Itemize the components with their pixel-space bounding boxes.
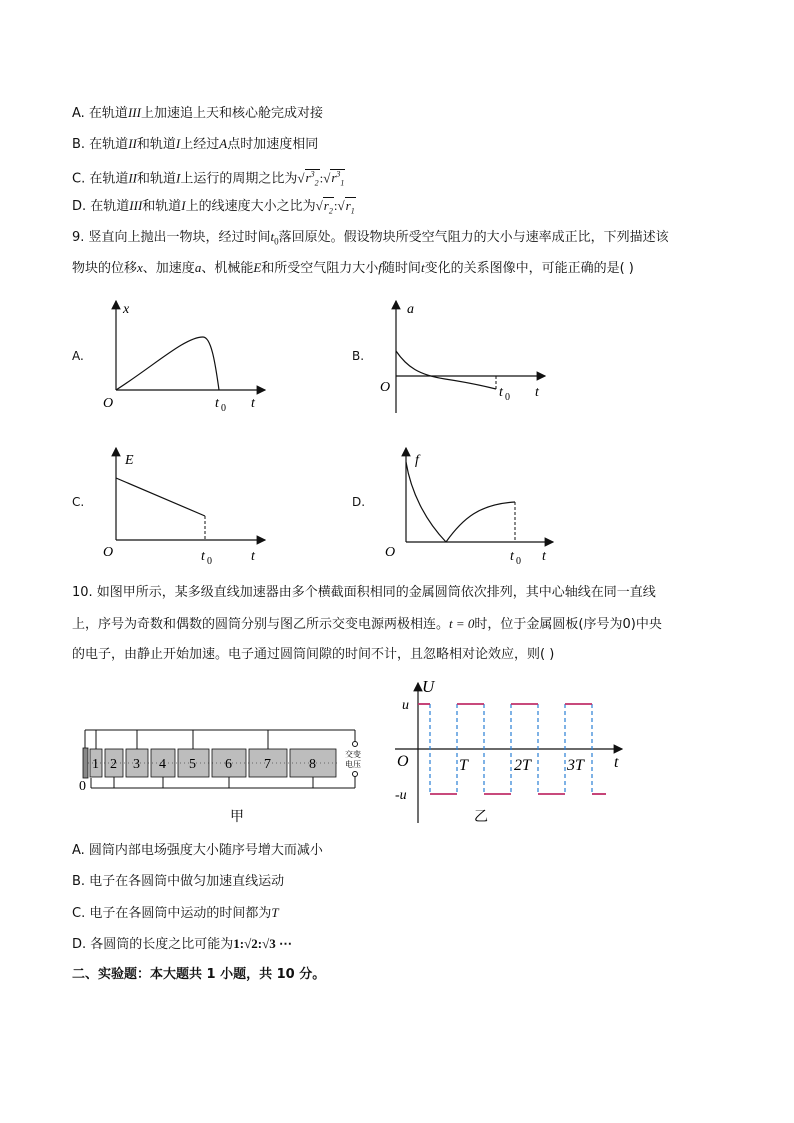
fig-yi [370, 675, 630, 830]
q8-option-b: B. 在轨道II和轨道I上经过A点时加速度相同 [72, 136, 319, 152]
source-label-2: 电压 [345, 760, 361, 769]
q8-option-c: C. 在轨道II和轨道I上运行的周期之比为$√r^3_2:√r^3_1$ [72, 170, 345, 188]
graph-a-t0: t [215, 396, 219, 411]
q10-stem-line2: 上，序号为奇数和偶数的圆筒分别与图乙所示交变电源两极相连。t = 0时，位于金属圆板(序号为0)中央 [72, 616, 662, 632]
tube-5 [178, 730, 209, 777]
fig-yi-tlabel: t [614, 754, 619, 771]
q10-option-c: C. 电子在各圆筒中运动的时间都为T [72, 905, 279, 921]
graph-a-label: A. [72, 349, 84, 363]
graph-d-t0: t [510, 549, 514, 564]
tube-7 [249, 730, 287, 777]
fig-yi-origin: O [397, 753, 409, 770]
q10-option-b: B. 电子在各圆筒中做匀加速直线运动 [72, 874, 285, 889]
sqrt-expression: $√r_2:√r_1$ [315, 198, 355, 216]
tube-3 [126, 730, 148, 777]
svg-text:6: 6 [225, 757, 232, 772]
source-label-1: 交变 [345, 750, 361, 759]
graph-a [95, 295, 275, 420]
graph-d-label: D. [352, 495, 366, 509]
graph-b-ylabel: a [407, 302, 414, 317]
graph-c-ylabel: E [125, 453, 134, 468]
graph-d-tlabel: t [542, 549, 546, 564]
tube-8 [290, 749, 336, 788]
plate-0 [83, 748, 88, 778]
graph-b-curve [396, 351, 496, 389]
graph-a-t0-sub: 0 [221, 403, 226, 414]
graph-b-origin: O [380, 380, 391, 395]
graph-b-tlabel: t [535, 385, 539, 400]
q9-stem-line1: 9. 竖直向上抛出一物块，经过时间$t_0$落回原处。假设物块所受空气阻力的大小与速率成正比，下列描述该 [72, 229, 669, 247]
q10-stem-line1: 10. 如图甲所示，某多级直线加速器由多个横截面积相同的金属圆筒依次排列，其中心轴线在同一直线 [72, 585, 656, 600]
q8-option-a: A. 在轨道III上加速追上天和核心舱完成对接 [72, 105, 323, 121]
fig-jia-caption: 甲 [230, 810, 244, 825]
graph-d-origin: O [385, 545, 396, 560]
fig-yi-tick-2T: 2T [514, 757, 531, 774]
fig-yi-tick-3T: 3T [567, 757, 584, 774]
graph-a-ylabel: x [123, 302, 130, 317]
graph-b-t0-sub: 0 [505, 392, 510, 403]
graph-c-t0-sub: 0 [207, 556, 212, 565]
fig-yi-caption: 乙 [474, 810, 488, 825]
fig-yi-tick-T: T [459, 757, 468, 774]
q10-option-d: D. 各圆筒的长度之比可能为1:√2:√3 ⋯ [72, 936, 292, 952]
graph-b-t0: t [499, 385, 503, 400]
svg-text:3: 3 [133, 757, 140, 772]
q9-stem-line2: 物块的位移x、加速度a、机械能E和所受空气阻力大小f随时间t变化的关系图像中，可能正确的是( ) [72, 260, 634, 276]
fig-yi-ylabel: U [422, 677, 435, 696]
svg-text:1: 1 [92, 757, 99, 772]
graph-d-ylabel: f [415, 453, 419, 468]
fig-yi-u: u [402, 698, 409, 713]
graph-b [375, 295, 555, 420]
graph-d-curve-2 [446, 502, 515, 542]
section-2-heading: 二、实验题：本大题共 1 小题，共 10 分。 [72, 967, 326, 982]
graph-c-t0: t [201, 549, 205, 564]
graph-a-origin: O [103, 396, 114, 411]
graph-d [375, 440, 560, 565]
svg-text:8: 8 [309, 757, 316, 772]
q8-option-d: D. 在轨道III和轨道I上的线速度大小之比为$√r_2:√r_1$ [72, 198, 355, 216]
q10-option-a: A. 圆筒内部电场强度大小随序号增大而减小 [72, 843, 323, 858]
fig-jia [75, 720, 370, 830]
sqrt-expression: $√r^3_2:√r^3_1$ [297, 170, 345, 188]
graph-c-label: C. [72, 495, 85, 509]
graph-b-label: B. [352, 349, 365, 363]
graph-d-t0-sub: 0 [516, 556, 521, 565]
svg-text:5: 5 [189, 757, 196, 772]
q10-stem-line3: 的电子，由静止开始加速。电子通过圆筒间隙的时间不计，且忽略相对论效应，则( ) [72, 647, 555, 662]
tube-1 [90, 730, 102, 777]
svg-text:7: 7 [264, 757, 271, 772]
graph-a-tlabel: t [251, 396, 255, 411]
fig-yi-neg-u: -u [395, 788, 407, 803]
graph-d-curve-1 [406, 462, 446, 542]
tube-4 [151, 749, 175, 788]
graph-c-origin: O [103, 545, 114, 560]
tube-6 [212, 749, 246, 788]
svg-text:4: 4 [159, 757, 166, 772]
svg-text:2: 2 [110, 757, 117, 772]
graph-c-line [116, 478, 205, 516]
graph-a-curve [116, 337, 219, 390]
graph-c-tlabel: t [251, 549, 255, 564]
tube-2 [105, 749, 123, 788]
plate-label: 0 [79, 779, 86, 794]
graph-c [95, 440, 275, 565]
